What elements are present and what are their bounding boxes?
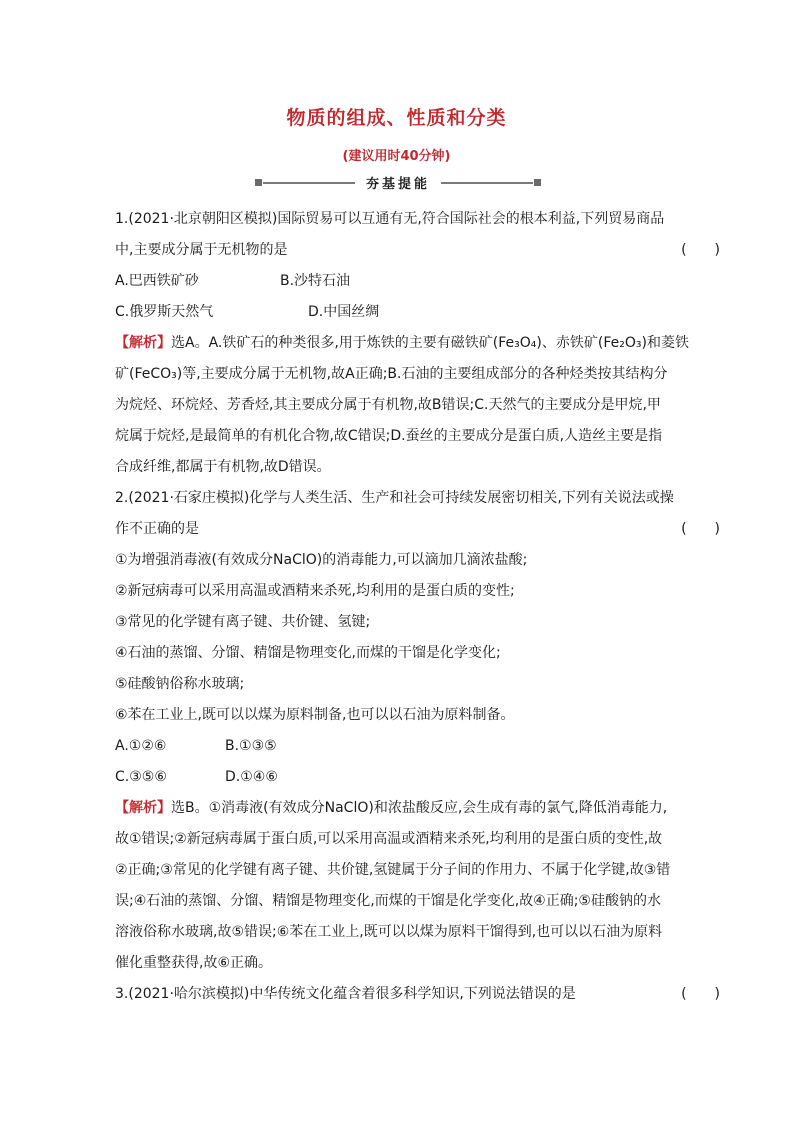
- question-2-analysis-line: [115, 793, 720, 824]
- banner-right-square-icon: [534, 179, 541, 186]
- question-1-analysis-line: [115, 328, 720, 359]
- question-3-stem-text: 3.(2021·哈尔滨模拟)中华传统文化蕴含着很多科学知识,下列说法错误的是: [115, 986, 576, 1002]
- question-2-analysis-line: 催化重整获得,故⑥正确。: [115, 955, 273, 971]
- question-2-stem-line: 2.(2021·石家庄模拟)化学与人类生活、生产和社会可持续发展密切相关,下列有关说法或操: [115, 490, 674, 506]
- question-1-option-c: C.俄罗斯天然气: [115, 304, 214, 320]
- question-2-item: ③常见的化学键有离子键、共价键、氢键;: [115, 614, 371, 630]
- question-1-analysis-line: 为烷烃、环烷烃、芳香烃,其主要成分属于有机物,故B错误;C.天然气的主要成分是甲烷,甲: [115, 397, 661, 413]
- question-2-item: ⑤硅酸钠俗称水玻璃;: [115, 676, 245, 692]
- question-content: [115, 204, 720, 1010]
- page-title: 物质的组成、性质和分类: [286, 107, 507, 129]
- section-banner: [255, 172, 541, 194]
- question-2-options-row: [115, 762, 720, 793]
- question-1-analysis-line: 合成纤维,都属于有机物,故D错误。: [115, 459, 331, 475]
- question-2-option-a: A.①②⑥: [115, 738, 167, 754]
- question-1-option-d: D.中国丝绸: [308, 304, 380, 320]
- question-1-analysis-tag: 【解析】: [115, 335, 171, 351]
- page-subtitle: (建议用时40分钟): [342, 149, 451, 164]
- question-2-stem-line: [115, 514, 720, 545]
- question-1-option-b: B.沙特石油: [280, 273, 351, 289]
- question-2-analysis-line: 溶液俗称水玻璃,故⑤错误;⑥苯在工业上,既可以以煤为原料干馏得到,也可以以石油为原料: [115, 924, 663, 940]
- question-1-answer-blank: ( ): [681, 242, 720, 258]
- question-2-analysis-tag: 【解析】: [115, 800, 171, 816]
- question-2-option-b: B.①③⑤: [225, 738, 277, 754]
- question-2-option-d: D.①④⑥: [225, 769, 278, 785]
- question-1-option-a: A.巴西铁矿砂: [115, 273, 199, 289]
- banner-right-rule: [441, 182, 533, 184]
- question-2-option-c: C.③⑤⑥: [115, 769, 167, 785]
- question-2-analysis-line: ②正确;③常见的化学键有离子键、共价键,氢键属于分子间的作用力、不属于化学键,故③错: [115, 862, 671, 878]
- question-2-item: ①为增强消毒液(有效成分NaClO)的消毒能力,可以滴加几滴浓盐酸;: [115, 552, 528, 568]
- question-1-analysis-line: 烷属于烷烃,是最简单的有机化合物,故C错误;D.蚕丝的主要成分是蛋白质,人造丝主要是指: [115, 428, 663, 444]
- question-2-item: ④石油的蒸馏、分馏、精馏是物理变化,而煤的干馏是化学变化;: [115, 645, 501, 661]
- question-2-analysis-line: 故①错误;②新冠病毒属于蛋白质,可以采用高温或酒精来杀死,均利用的是蛋白质的变性,故: [115, 831, 663, 847]
- question-1-options-row: [115, 297, 720, 328]
- question-2-item: ②新冠病毒可以采用高温或酒精来杀死,均利用的是蛋白质的变性;: [115, 583, 515, 599]
- question-1-analysis-line: 矿(FeCO₃)等,主要成分属于无机物,故A正确;B.石油的主要组成部分的各种烃类按其结构分: [115, 366, 668, 382]
- question-1-stem-line: 1.(2021·北京朝阳区模拟)国际贸易可以互通有无,符合国际社会的根本利益,下列贸易商品: [115, 211, 665, 227]
- question-1-stem-text: 中,主要成分属于无机物的是: [115, 242, 288, 258]
- question-2-stem-text: 作不正确的是: [115, 521, 199, 537]
- question-3-answer-blank: ( ): [681, 986, 720, 1002]
- question-1-stem-line: [115, 235, 720, 266]
- question-2-options-row: [115, 731, 720, 762]
- question-1-options-row: [115, 266, 720, 297]
- question-2-answer-blank: ( ): [681, 521, 720, 537]
- section-banner-label: 夯基提能: [365, 177, 430, 192]
- question-3-stem-line: [115, 979, 720, 1010]
- question-2-analysis-line: 误;④石油的蒸馏、分馏、精馏是物理变化,而煤的干馏是化学变化,故④正确;⑤硅酸钠的水: [115, 893, 661, 909]
- question-1-analysis-text: 选A。A.铁矿石的种类很多,用于炼铁的主要有磁铁矿(Fe₃O₄)、赤铁矿(Fe₂O₃)和菱铁: [171, 335, 689, 351]
- question-2-item: ⑥苯在工业上,既可以以煤为原料制备,也可以以石油为原料制备。: [115, 707, 515, 723]
- question-2-analysis-text: 选B。①消毒液(有效成分NaClO)和浓盐酸反应,会生成有毒的氯气,降低消毒能力,: [171, 800, 668, 816]
